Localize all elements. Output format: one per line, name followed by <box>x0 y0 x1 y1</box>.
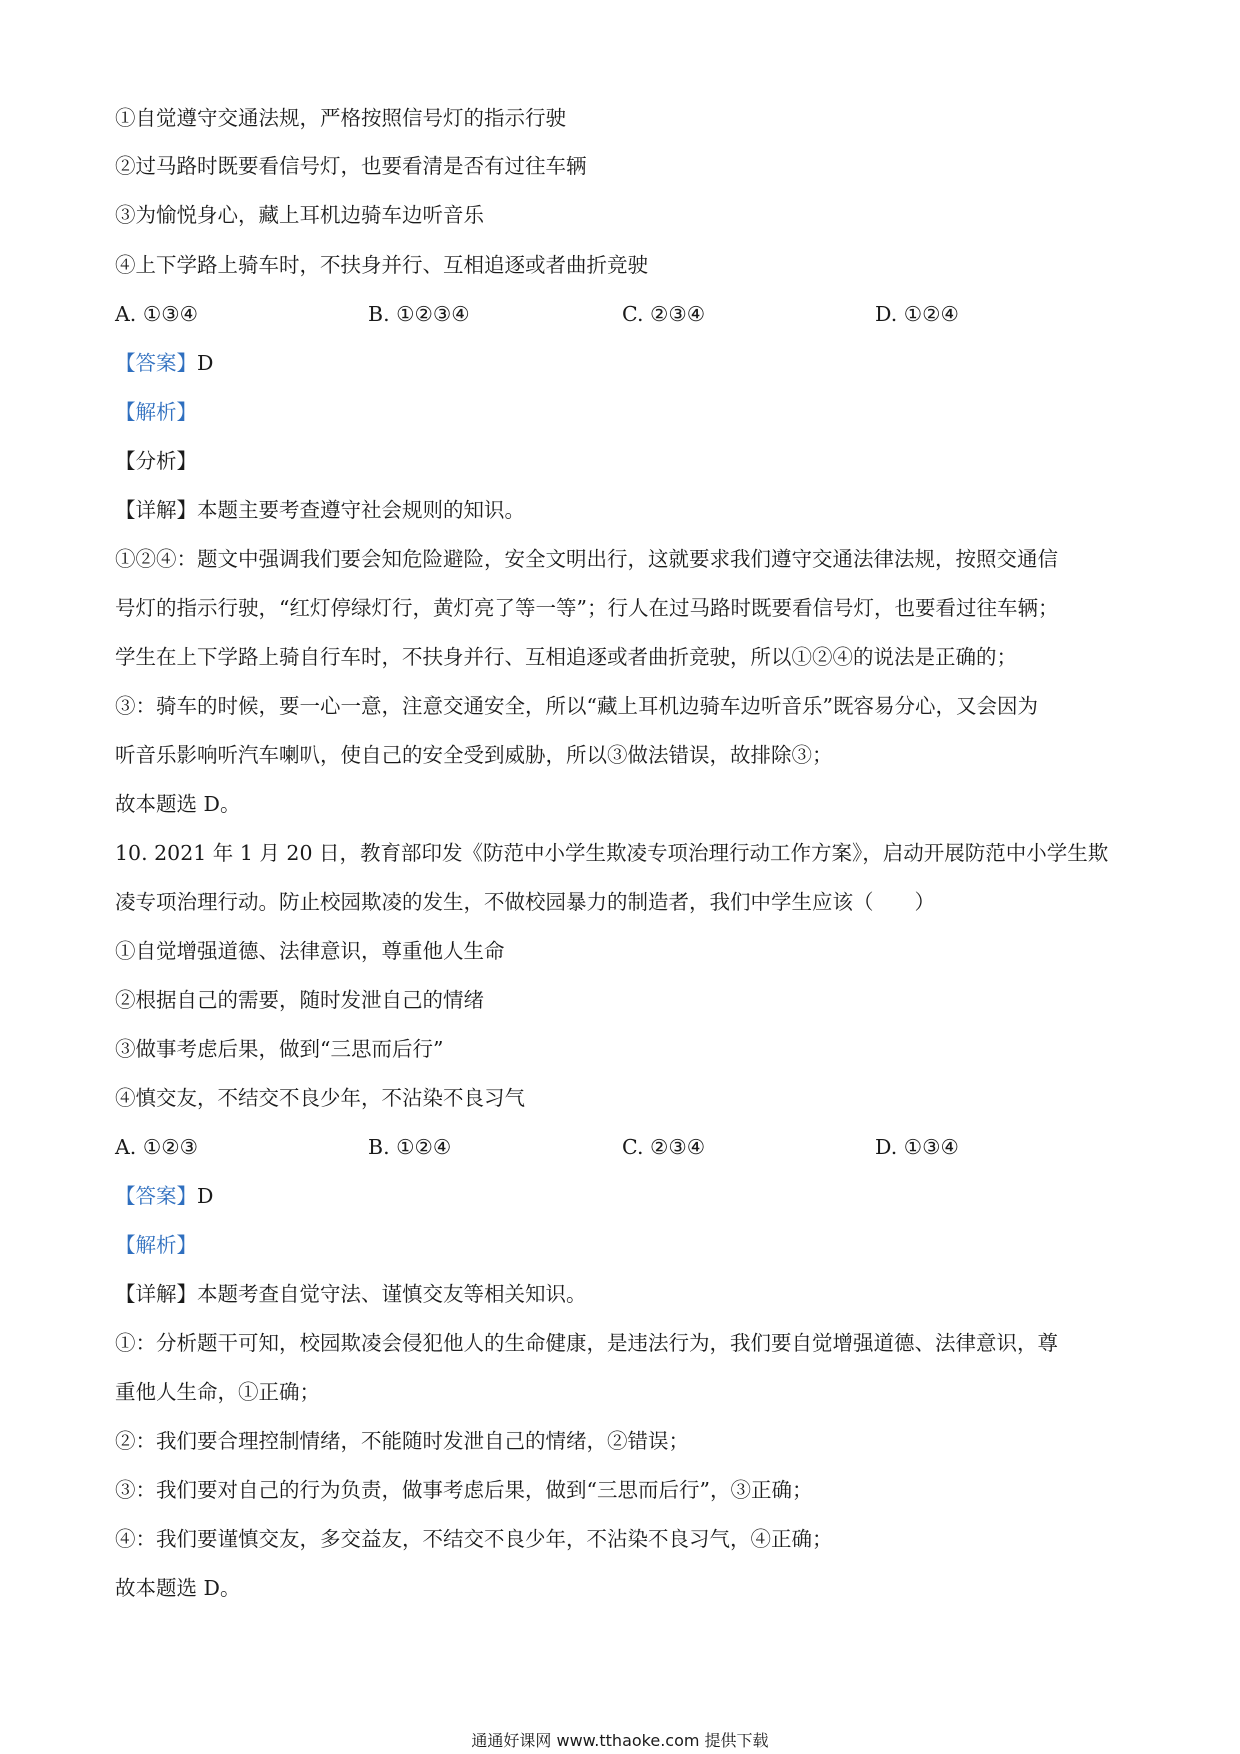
q10-explain-1: ①：分析题干可知，校园欺凌会侵犯他人的生命健康，是违法行为，我们要自觉增强道德、法律意识，尊 <box>115 1331 1058 1355</box>
analysis-tag: 【解析】 <box>115 400 197 424</box>
q10-option-b: B. ①②④ <box>368 1135 452 1159</box>
detail-tag: 【详解】 <box>115 1282 197 1306</box>
detail-text: 本题主要考查遵守社会规则的知识。 <box>197 498 525 522</box>
q10-explain-6: 故本题选 D。 <box>115 1576 241 1600</box>
answer-value: D <box>197 1184 214 1208</box>
answer-tag: 【答案】 <box>115 351 197 375</box>
q10-explain-4: ③：我们要对自己的行为负责，做事考虑后果，做到“三思而后行”，③正确； <box>115 1478 813 1502</box>
detail-tag: 【详解】 <box>115 498 197 522</box>
q9-explain-6: 故本题选 D。 <box>115 792 241 816</box>
q9-item-2: ②过马路时既要看信号灯，也要看清是否有过往车辆 <box>115 154 587 178</box>
q9-analysis-line <box>115 397 1135 427</box>
q10-option-d: D. ①③④ <box>875 1135 959 1159</box>
detail-text: 本题考查自觉守法、谨慎交友等相关知识。 <box>197 1282 587 1306</box>
q9-item-4: ④上下学路上骑车时，不扶身并行、互相追逐或者曲折竞驶 <box>115 253 648 277</box>
q9-explain-1: ①②④：题文中强调我们要会知危险避险，安全文明出行，这就要求我们遵守交通法律法规，按照交通信 <box>115 547 1058 571</box>
q9-item-1: ①自觉遵守交通法规，严格按照信号灯的指示行驶 <box>115 106 566 130</box>
q10-explain-2: 重他人生命，①正确； <box>115 1380 320 1404</box>
q10-item-2: ②根据自己的需要，随时发泄自己的情绪 <box>115 988 484 1012</box>
q10-item-3: ③做事考虑后果，做到“三思而后行” <box>115 1037 444 1061</box>
q9-item-3: ③为愉悦身心，藏上耳机边骑车边听音乐 <box>115 203 484 227</box>
q10-stem-2: 凌专项治理行动。防止校园欺凌的发生，不做校园暴力的制造者，我们中学生应该（ ） <box>115 890 935 914</box>
fenxi-tag: 【分析】 <box>115 449 197 473</box>
q9-detail-line <box>115 495 1135 525</box>
q9-fenxi-line <box>115 446 1135 476</box>
q9-option-d: D. ①②④ <box>875 302 959 326</box>
q9-option-a: A. ①③④ <box>115 302 198 326</box>
q10-item-4: ④慎交友，不结交不良少年，不沾染不良习气 <box>115 1086 525 1110</box>
q10-analysis-line <box>115 1230 1135 1260</box>
answer-value: D <box>197 351 214 375</box>
q10-explain-5: ④：我们要谨慎交友，多交益友，不结交不良少年，不沾染不良习气，④正确； <box>115 1527 833 1551</box>
q10-option-a: A. ①②③ <box>115 1135 198 1159</box>
q10-option-c: C. ②③④ <box>622 1135 706 1159</box>
page-footer[interactable]: 通通好课网 www.tthaoke.com 提供下载 <box>471 1731 769 1750</box>
q9-explain-5: 听音乐影响听汽车喇叭，使自己的安全受到威胁，所以③做法错误，故排除③； <box>115 743 833 767</box>
q9-option-b: B. ①②③④ <box>368 302 470 326</box>
q10-explain-3: ②：我们要合理控制情绪，不能随时发泄自己的情绪，②错误； <box>115 1429 689 1453</box>
analysis-tag: 【解析】 <box>115 1233 197 1257</box>
q9-explain-3: 学生在上下学路上骑自行车时，不扶身并行、互相追逐或者曲折竞驶，所以①②④的说法是正确的； <box>115 645 1017 669</box>
q10-answer-line <box>115 1181 1135 1211</box>
q9-answer-line <box>115 348 1135 378</box>
q10-stem-1: 10. 2021 年 1 月 20 日，教育部印发《防范中小学生欺凌专项治理行动工作方案》，启动开展防范中小学生欺 <box>115 841 1109 865</box>
q9-explain-2: 号灯的指示行驶，“红灯停绿灯行，黄灯亮了等一等”；行人在过马路时既要看信号灯，也要看过往车辆； <box>115 596 1059 620</box>
q10-item-1: ①自觉增强道德、法律意识，尊重他人生命 <box>115 939 505 963</box>
q9-option-c: C. ②③④ <box>622 302 706 326</box>
q9-explain-4: ③：骑车的时候，要一心一意，注意交通安全，所以“藏上耳机边骑车边听音乐”既容易分心，又会因为 <box>115 694 1038 718</box>
q10-detail-line <box>115 1279 1135 1309</box>
answer-tag: 【答案】 <box>115 1184 197 1208</box>
